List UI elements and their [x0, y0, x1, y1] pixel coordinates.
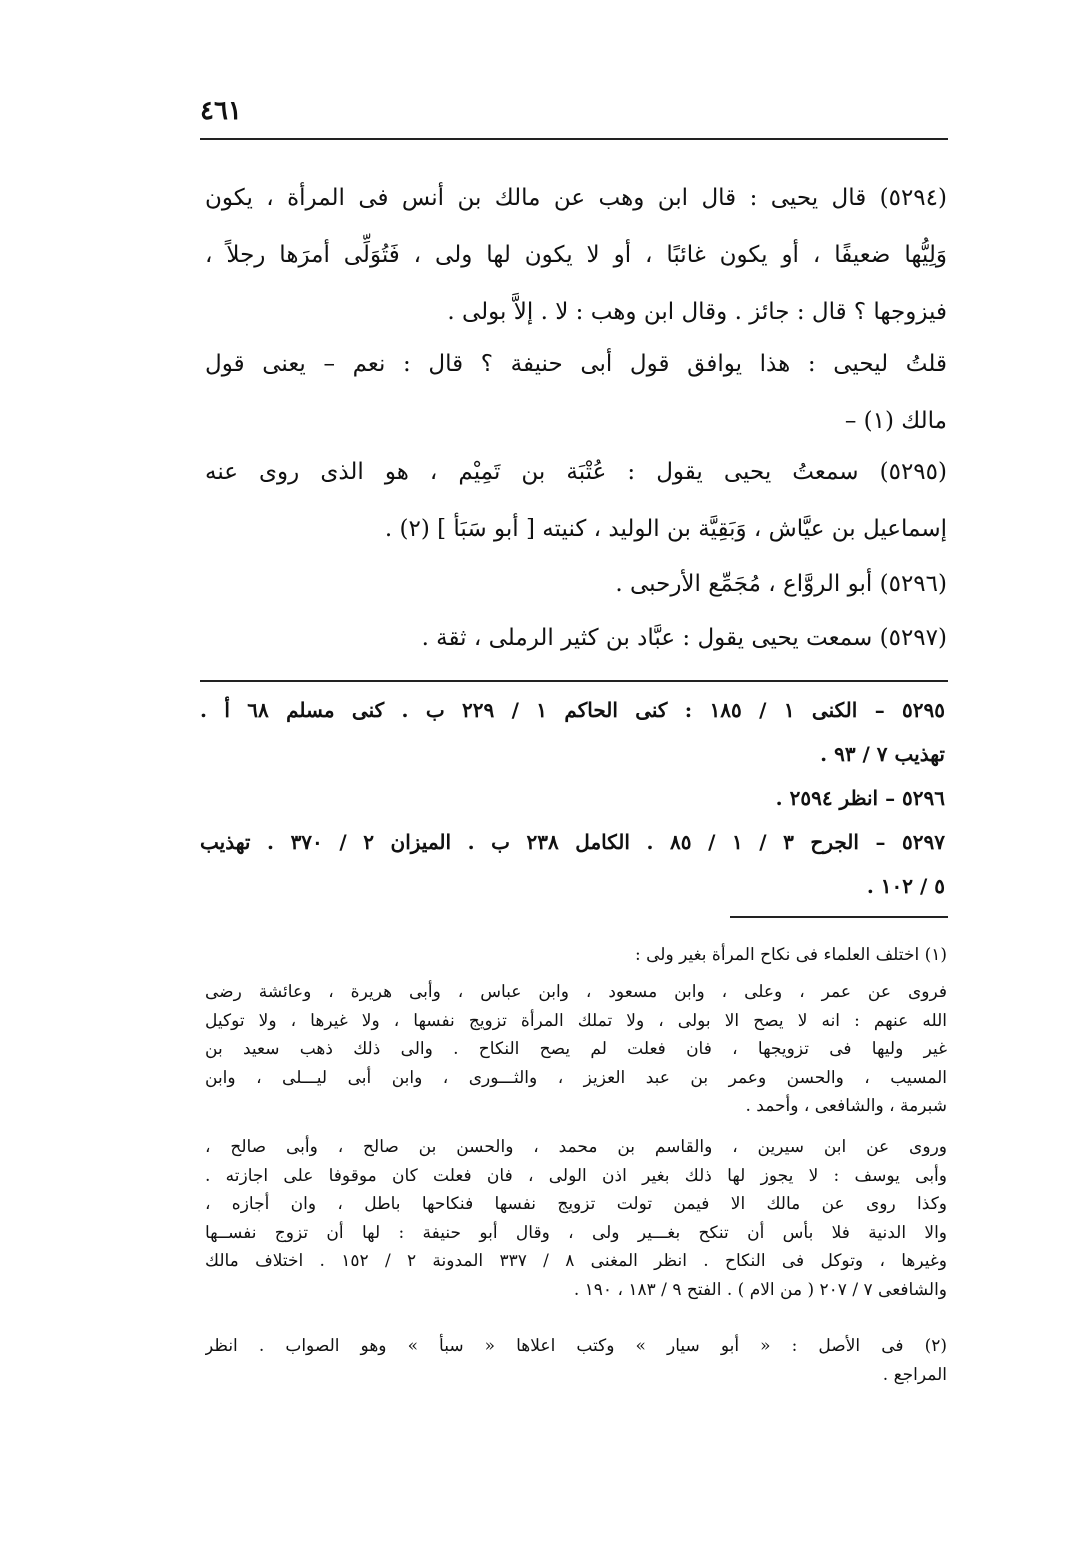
- text-line: (٥٢٩٧) سمعت يحيى يقول : عبَّاد بن كثير الرملى ، ثقة .: [421, 625, 947, 651]
- footnote-line: فروى عن عمر ، وعلى ، وابن مسعود ، وابن عباس ، وأبى هريرة ، وعائشة رضى: [205, 982, 947, 1002]
- footnote-line: (١) اختلف العلماء فى نكاح المرأة بغير ولى :: [634, 945, 947, 965]
- text-line: (٥٢٩٤) قال يحيى : قال ابن وهب عن مالك بن أنس فى المرأة ، يكون: [205, 185, 947, 211]
- text-line: مالك (١) –: [844, 408, 947, 434]
- entry-5294: [205, 170, 947, 341]
- header-rule: [200, 138, 948, 140]
- reference-line: ٥٢٩٦ – انظر ٢٥٩٤ .: [775, 786, 945, 810]
- entry-5295: [205, 444, 947, 558]
- page-number: ٤٦١: [200, 96, 242, 126]
- footnote-line: الله عنهم : انه لا يصح الا بولى ، ولا تملك المرأة تزويج نفسها ، ولا غيرها ، ولا توكيل: [205, 1010, 947, 1031]
- entry-5297: [205, 610, 947, 667]
- footnote-1-paragraph-2: [205, 1133, 947, 1304]
- entry-5296: [205, 556, 947, 613]
- text-line: (٥٢٩٦) أبو الروَّاع ، مُجَمِّع الأرحبى .: [615, 571, 947, 597]
- references-rule: [200, 680, 948, 682]
- text-line: قلتُ ليحيى : هذا يوافق قول أبى حنيفة ؟ قال : نعم – يعنى قول: [205, 351, 947, 377]
- reference-5296: [200, 776, 945, 820]
- footnote-line: المراجع .: [882, 1364, 947, 1385]
- text-line: وَلِيُّها ضعيفًا ، أو يكون غائبًا ، أو لا يكون لها ولى ، فَتُوَلِّى أمرَها رجلاً ،: [205, 242, 947, 268]
- footnote-line: (٢) فى الأصل : « أبو سيار » وكتب اعلاها « سبأ » وهو الصواب . انظر: [205, 1336, 947, 1356]
- entry-qultu: [205, 336, 947, 450]
- footnote-line: والا الدنية فلا بأس أن تنكح بغـــير ولى ، وقال أبو حنيفة : لها أن تزوج نفســها: [205, 1222, 947, 1243]
- footnote-line: وغيرها ، وتوكل فى النكاح . انظر المغنى ٨ / ٣٣٧ المدونة ٢ / ١٥٢ . اختلاف مالك: [205, 1251, 947, 1271]
- reference-5297: [200, 820, 945, 908]
- text-line: إسماعيل بن عيَّاش ، وَبَقِيَّة بن الوليد ، كنيته [ أبو سَبَأ ] (٢) .: [384, 516, 947, 542]
- footnote-line: وكذا روى عن مالك الا فيمن تولت تزويج نفسها فنكاحها باطل ، وان أجازه ،: [205, 1194, 947, 1214]
- reference-line: ٥٢٩٧ – الجرح ٣ / ١ / ٨٥ . الكامل ٢٣٨ ب . الميزان ٢ / ٣٧٠ . تهذيب: [200, 830, 945, 854]
- footnote-line: والشافعى ٧ / ٢٠٧ ( من الام ) . الفتح ٩ / ١٨٣ ، ١٩٠ .: [573, 1279, 947, 1300]
- reference-line: ٥٢٩٥ – الكنى ١ / ١٨٥ : كنى الحاكم ١ / ٢٢٩ ب . كنى مسلم ٦٨ أ .: [200, 698, 945, 722]
- footnote-line: غير وليها فى تزويجها ، فان فعلت لم يصح النكاح . والى ذلك ذهب سعيد بن: [205, 1039, 947, 1059]
- text-line: فيزوجها ؟ قال : جائز . وقال ابن وهب : لا . إلاَّ بولى .: [447, 299, 947, 325]
- footnote-line: وروى عن ابن سيرين ، والقاسم بن محمد ، والحسن بن صالح ، وأبى صالح ،: [205, 1137, 947, 1157]
- footnote-line: شبرمة ، والشافعى ، وأحمد .: [745, 1096, 947, 1116]
- footnote-line: المسيب ، والحسن وعمر بن عبد العزيز ، والثـــورى ، وابن أبى ليـــلى ، وابن: [205, 1067, 947, 1088]
- footnote-line: وأبى يوسف : لا يجوز لها ذلك بغير اذن الولى ، فان فعلت كان موقوفا على اجازته .: [205, 1165, 947, 1186]
- reference-line: ٥ / ١٠٢ .: [866, 874, 945, 898]
- reference-5295: [200, 688, 945, 776]
- footnote-1-heading: [205, 941, 947, 970]
- reference-line: تهذيب ٧ / ٩٣ .: [820, 742, 945, 766]
- footnote-2: [205, 1332, 947, 1389]
- footnote-1-paragraph-1: [205, 978, 947, 1121]
- footnotes-rule: [730, 916, 948, 918]
- text-line: (٥٢٩٥) سمعتُ يحيى يقول : عُتْبَة بن تَمِيْم ، هو الذى روى عنه: [205, 459, 947, 485]
